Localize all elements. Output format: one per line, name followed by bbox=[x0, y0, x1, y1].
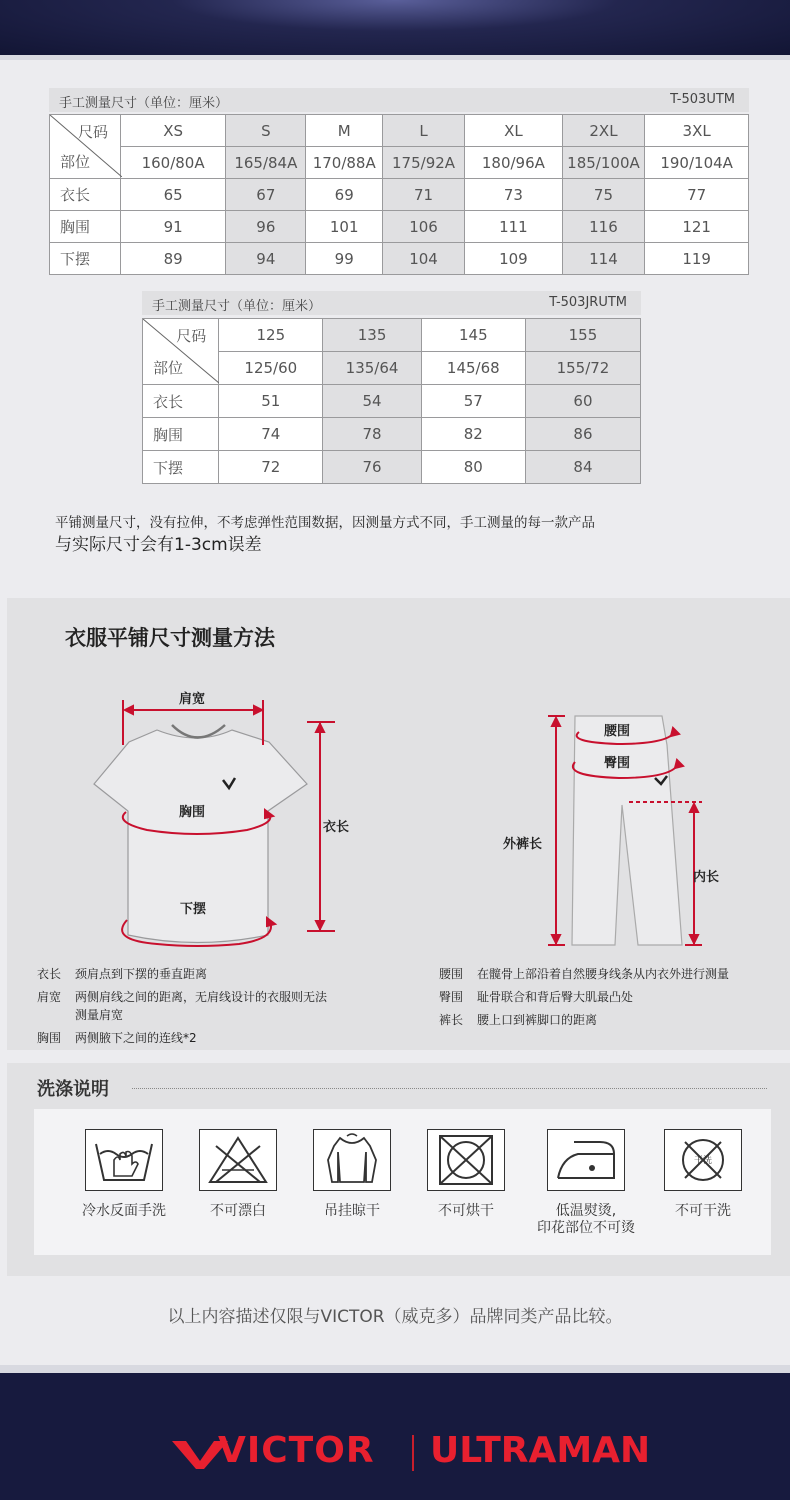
care-label-line: 不可漂白 bbox=[210, 1203, 266, 1219]
value-cell: 74 bbox=[219, 418, 323, 451]
care-symbol-item bbox=[643, 1129, 763, 1220]
value-cell: 60 bbox=[525, 385, 640, 418]
care-symbol-item bbox=[292, 1129, 412, 1220]
table-corner-cell bbox=[50, 115, 121, 179]
description-text: 腰上口到裤脚口的距离 bbox=[477, 1013, 598, 1027]
value-cell: 78 bbox=[323, 418, 421, 451]
size-cell: 3XL bbox=[645, 115, 749, 147]
care-symbol-label bbox=[292, 1203, 412, 1220]
size-cell: 2XL bbox=[562, 115, 645, 147]
measure-description-line bbox=[37, 1029, 397, 1047]
care-symbol-label bbox=[526, 1203, 646, 1237]
size-cell: M bbox=[306, 115, 382, 147]
spec-cell: 135/64 bbox=[323, 352, 421, 385]
value-cell: 101 bbox=[306, 211, 382, 243]
value-cell: 106 bbox=[382, 211, 464, 243]
inseam-label: 内长 bbox=[693, 870, 720, 885]
table-row bbox=[143, 418, 641, 451]
value-cell: 94 bbox=[226, 243, 306, 275]
size-cell: XL bbox=[465, 115, 563, 147]
care-label-line: 吊挂晾干 bbox=[324, 1203, 380, 1219]
adult-table-title: 手工测量尺寸（单位：厘米） bbox=[59, 96, 229, 111]
value-cell: 57 bbox=[421, 385, 525, 418]
care-symbol-label bbox=[178, 1203, 298, 1220]
description-text: 两侧肩线之间的距离，无肩线设计的衣服则无法 bbox=[75, 990, 328, 1004]
wash-instructions-section bbox=[7, 1063, 790, 1276]
value-cell: 51 bbox=[219, 385, 323, 418]
shoulder-label: 肩宽 bbox=[179, 692, 206, 707]
spec-cell: 155/72 bbox=[525, 352, 640, 385]
wash-title: 洗涤说明 bbox=[37, 1079, 109, 1100]
adult-size-table bbox=[49, 114, 749, 275]
spec-cell: 145/68 bbox=[421, 352, 525, 385]
value-cell: 116 bbox=[562, 211, 645, 243]
description-text: 颈肩点到下摆的垂直距离 bbox=[75, 967, 208, 981]
value-cell: 121 bbox=[645, 211, 749, 243]
table-row bbox=[50, 243, 749, 275]
care-symbol-item bbox=[526, 1129, 646, 1237]
measure-description-line bbox=[439, 965, 789, 983]
shirt-measure-descriptions bbox=[37, 965, 397, 1047]
top-banner bbox=[0, 0, 790, 55]
measuring-method-section bbox=[7, 598, 790, 1050]
spec-cell: 170/88A bbox=[306, 147, 382, 179]
value-cell: 91 bbox=[121, 211, 226, 243]
description-text: 两侧腋下之间的连线*2 bbox=[75, 1031, 197, 1045]
value-cell: 72 bbox=[219, 451, 323, 484]
care-label-line-2: 印花部位不可烫 bbox=[537, 1220, 635, 1236]
corner-size-label: 尺码 bbox=[176, 327, 207, 345]
care-symbol-item bbox=[178, 1129, 298, 1220]
spec-cell: 165/84A bbox=[226, 147, 306, 179]
measuring-diagrams bbox=[7, 598, 790, 958]
measure-description-line bbox=[37, 965, 397, 983]
table-row bbox=[50, 179, 749, 211]
junior-size-table bbox=[142, 318, 641, 484]
description-text: 在髋骨上部沿着自然腰身线条从内衣外进行测量 bbox=[477, 967, 730, 981]
waist-label: 腰围 bbox=[604, 724, 631, 739]
junior-table-title: 手工测量尺寸（单位：厘米） bbox=[152, 299, 322, 314]
adult-table-model: T-503UTM bbox=[670, 92, 735, 107]
junior-table-header bbox=[142, 291, 641, 315]
value-cell: 96 bbox=[226, 211, 306, 243]
disclaimer: 以上内容描述仅限与VICTOR（威克多）品牌同类产品比较。 bbox=[167, 1307, 623, 1327]
spec-cell: 185/100A bbox=[562, 147, 645, 179]
corner-part-label: 部位 bbox=[60, 153, 91, 171]
table-row bbox=[50, 211, 749, 243]
care-symbol-label bbox=[643, 1203, 763, 1220]
spec-cell: 180/96A bbox=[465, 147, 563, 179]
value-cell: 54 bbox=[323, 385, 421, 418]
care-label-line: 不可烘干 bbox=[438, 1203, 494, 1219]
measuring-title: 衣服平铺尺寸测量方法 bbox=[65, 626, 275, 650]
care-symbol-label bbox=[406, 1203, 526, 1220]
description-key: 肩宽 bbox=[37, 990, 62, 1004]
size-cell: 125 bbox=[219, 319, 323, 352]
corner-part-label: 部位 bbox=[153, 359, 184, 377]
value-cell: 99 bbox=[306, 243, 382, 275]
value-cell: 82 bbox=[421, 418, 525, 451]
hang-dry-icon bbox=[313, 1129, 391, 1191]
value-cell: 75 bbox=[562, 179, 645, 211]
tshirt-diagram bbox=[94, 700, 335, 946]
corner-size-label: 尺码 bbox=[78, 123, 109, 141]
value-cell: 104 bbox=[382, 243, 464, 275]
spec-header-row bbox=[50, 147, 749, 179]
bottom-strip bbox=[0, 1365, 790, 1373]
description-key: 胸围 bbox=[37, 1031, 62, 1045]
size-cell: 135 bbox=[323, 319, 421, 352]
spec-cell: 125/60 bbox=[219, 352, 323, 385]
measurement-note bbox=[55, 512, 595, 556]
value-cell: 119 bbox=[645, 243, 749, 275]
value-cell: 73 bbox=[465, 179, 563, 211]
low-iron-icon bbox=[547, 1129, 625, 1191]
chest-label: 胸围 bbox=[179, 805, 206, 820]
spec-cell: 175/92A bbox=[382, 147, 464, 179]
value-cell: 67 bbox=[226, 179, 306, 211]
measure-description-line bbox=[37, 1006, 397, 1024]
value-cell: 109 bbox=[465, 243, 563, 275]
adult-table-header bbox=[49, 88, 749, 112]
no-bleach-icon bbox=[199, 1129, 277, 1191]
description-key: 腰围 bbox=[439, 967, 464, 981]
value-cell: 111 bbox=[465, 211, 563, 243]
size-cell: 145 bbox=[421, 319, 525, 352]
value-cell: 80 bbox=[421, 451, 525, 484]
care-symbols-panel bbox=[34, 1109, 771, 1255]
description-key: 裤长 bbox=[439, 1013, 464, 1027]
dry-clean-text: 干洗 bbox=[693, 1156, 712, 1166]
table-row bbox=[143, 385, 641, 418]
value-cell: 86 bbox=[525, 418, 640, 451]
description-key: 衣长 bbox=[37, 967, 62, 981]
value-cell: 77 bbox=[645, 179, 749, 211]
pants-measure-descriptions bbox=[439, 965, 789, 1029]
note-line-1: 平铺测量尺寸，没有拉伸，不考虑弹性范围数据，因测量方式不同，手工测量的每一款产品 bbox=[55, 515, 595, 531]
hand-wash-icon bbox=[85, 1129, 163, 1191]
pants-diagram bbox=[548, 716, 702, 945]
junior-table-model: T-503JRUTM bbox=[549, 295, 627, 310]
description-key: 臀围 bbox=[439, 990, 464, 1004]
care-symbol-item bbox=[406, 1129, 526, 1220]
top-strip bbox=[0, 55, 790, 60]
brand-footer bbox=[0, 1373, 790, 1500]
row-label: 衣长 bbox=[50, 179, 121, 211]
no-dry-clean-icon bbox=[664, 1129, 742, 1191]
measure-description-line bbox=[37, 988, 397, 1006]
size-header-row bbox=[50, 115, 749, 147]
size-header-row bbox=[143, 319, 641, 352]
size-cell: 155 bbox=[525, 319, 640, 352]
table-corner-cell bbox=[143, 319, 219, 385]
measure-description-line bbox=[439, 988, 789, 1006]
value-cell: 71 bbox=[382, 179, 464, 211]
dotted-divider bbox=[132, 1088, 767, 1089]
size-cell: L bbox=[382, 115, 464, 147]
hip-label: 臀围 bbox=[604, 756, 631, 771]
row-label: 下摆 bbox=[143, 451, 219, 484]
size-cell: XS bbox=[121, 115, 226, 147]
value-cell: 65 bbox=[121, 179, 226, 211]
hem-label: 下摆 bbox=[180, 902, 207, 917]
description-text: 测量肩宽 bbox=[75, 1008, 124, 1022]
value-cell: 114 bbox=[562, 243, 645, 275]
value-cell: 84 bbox=[525, 451, 640, 484]
length-label: 衣长 bbox=[323, 820, 350, 835]
value-cell: 89 bbox=[121, 243, 226, 275]
value-cell: 76 bbox=[323, 451, 421, 484]
measure-description-line bbox=[439, 1011, 789, 1029]
brand-ultraman: ULTRAMAN bbox=[430, 1430, 651, 1471]
care-symbol-label bbox=[64, 1203, 184, 1220]
no-tumble-dry-icon bbox=[427, 1129, 505, 1191]
description-text: 耻骨联合和背后臀大肌最凸处 bbox=[477, 990, 634, 1004]
care-label-line: 低温熨烫, bbox=[555, 1203, 617, 1219]
size-cell: S bbox=[226, 115, 306, 147]
row-label: 胸围 bbox=[143, 418, 219, 451]
note-line-2: 与实际尺寸会有1-3cm误差 bbox=[55, 535, 262, 555]
outseam-label: 外裤长 bbox=[503, 837, 543, 852]
spec-cell: 190/104A bbox=[645, 147, 749, 179]
care-label-line: 不可干洗 bbox=[675, 1203, 731, 1219]
brand-victor: VICTOR bbox=[218, 1430, 375, 1471]
care-label-line: 冷水反面手洗 bbox=[82, 1203, 166, 1219]
table-row bbox=[143, 451, 641, 484]
value-cell: 69 bbox=[306, 179, 382, 211]
row-label: 衣长 bbox=[143, 385, 219, 418]
care-symbol-item bbox=[64, 1129, 184, 1220]
brand-separator bbox=[412, 1435, 414, 1471]
spec-cell: 160/80A bbox=[121, 147, 226, 179]
row-label: 胸围 bbox=[50, 211, 121, 243]
row-label: 下摆 bbox=[50, 243, 121, 275]
